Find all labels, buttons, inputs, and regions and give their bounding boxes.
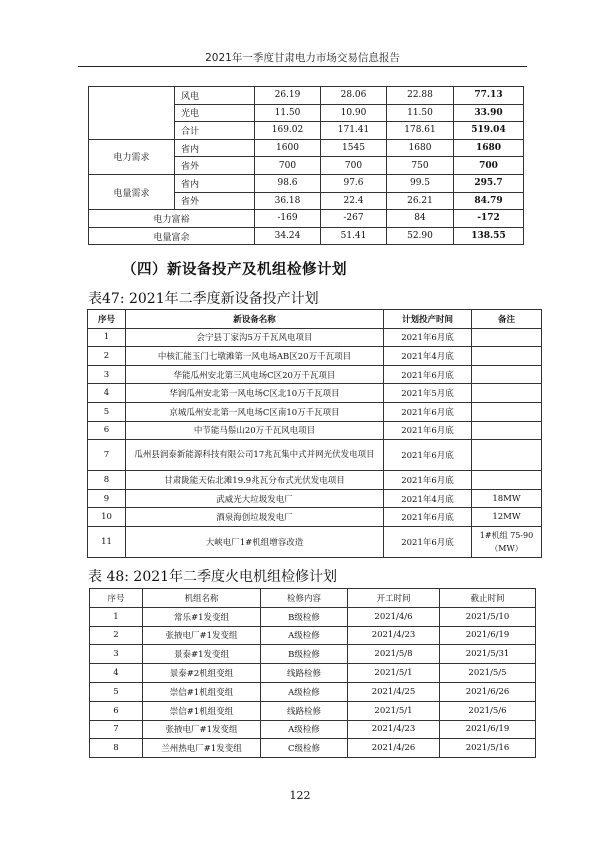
table-row	[90, 664, 536, 683]
table-cell: 2021/6/19	[440, 720, 536, 739]
table-cell: 51.41	[321, 227, 387, 245]
table-cell: 84.79	[454, 192, 524, 210]
table-cell	[472, 471, 542, 490]
table-cell: 700	[255, 157, 321, 175]
table-row	[90, 720, 536, 739]
table-cell: 1545	[321, 139, 387, 157]
table-cell: 6	[88, 421, 126, 440]
table-row	[88, 328, 542, 347]
table-row	[88, 384, 542, 403]
table-cell: 合计	[175, 122, 255, 140]
table-cell: 2021年6月底	[384, 402, 472, 421]
table-cell: 2021年4月底	[384, 347, 472, 366]
table-cell: 2021/5/8	[348, 645, 440, 664]
table-cell: 519.04	[454, 122, 524, 140]
table-cell: 52.90	[387, 227, 454, 245]
table-cell: 169.02	[255, 122, 321, 140]
table-row	[88, 440, 542, 471]
table-cell: 2021/5/10	[440, 607, 536, 626]
table-cell: 2021/5/16	[440, 739, 536, 758]
table-cell	[89, 87, 175, 140]
table-cell: 77.13	[454, 87, 524, 105]
table-cell: 2021/4/25	[348, 682, 440, 701]
table-cell: 34.24	[255, 227, 321, 245]
table-cell: 1680	[387, 139, 454, 157]
column-header: 开工时间	[348, 589, 440, 608]
table-cell: 84	[387, 210, 454, 228]
table-row	[90, 701, 536, 720]
page-header: 2021年一季度甘肃电力市场交易信息报告	[205, 52, 400, 64]
table-cell: 8	[88, 471, 126, 490]
table-cell: 2021年5月底	[384, 384, 472, 403]
table-row	[88, 347, 542, 366]
table-cell: 大峡电厂1#机组增容改造	[126, 526, 384, 557]
table-cell: 省内	[175, 139, 255, 157]
column-header: 序号	[88, 310, 126, 329]
table-cell: 2021/5/1	[348, 701, 440, 720]
table-cell: 7	[90, 720, 143, 739]
table-cell: 171.41	[321, 122, 387, 140]
table-cell: 风电	[175, 87, 255, 105]
table-cell: 98.6	[255, 174, 321, 192]
table-cell: 景泰#1发变组	[143, 645, 261, 664]
table-row	[88, 421, 542, 440]
column-header: 备注	[472, 310, 542, 329]
table-cell: 2021年6月底	[384, 440, 472, 471]
table-cell: B级检修	[261, 645, 348, 664]
table-cell: 会宁县丁家沟5万千瓦风电项目	[126, 328, 384, 347]
table-row	[89, 174, 524, 192]
table-cell: C级检修	[261, 739, 348, 758]
table-cell: 700	[321, 157, 387, 175]
table-cell: 11	[88, 526, 126, 557]
table-cell: 2021年6月底	[384, 328, 472, 347]
table-cell: 2021年6月底	[384, 526, 472, 557]
table-cell: 2	[90, 626, 143, 645]
table-cell: 张掖电厂#1发变组	[143, 720, 261, 739]
maintenance-table	[89, 588, 536, 758]
table-cell: 2021/6/26	[440, 682, 536, 701]
table-cell: 常乐#1发变组	[143, 607, 261, 626]
table-cell: 中节能马鬃山20万千瓦风电项目	[126, 421, 384, 440]
table-caption: 表 48: 2021年二季度火电机组检修计划	[88, 569, 338, 585]
table-cell: 6	[90, 701, 143, 720]
table-cell: 26.21	[387, 192, 454, 210]
table-cell: 4	[88, 384, 126, 403]
table-row	[90, 739, 536, 758]
page-number: 122	[289, 789, 311, 802]
table-row	[90, 645, 536, 664]
table-cell	[472, 347, 542, 366]
table-cell: 8	[90, 739, 143, 758]
table-cell: 电力需求	[89, 139, 175, 174]
column-header: 计划投产时间	[384, 310, 472, 329]
table-cell: 7	[88, 440, 126, 471]
table-cell: -267	[321, 210, 387, 228]
table-cell: 1	[90, 607, 143, 626]
table-cell: 武威光大垃圾发电厂	[126, 489, 384, 508]
table-cell: 12MW	[472, 508, 542, 527]
table-cell: 省内	[175, 174, 255, 192]
table-row	[88, 365, 542, 384]
table-row	[90, 607, 536, 626]
table-caption: 表47: 2021年二季度新设备投产计划	[88, 291, 319, 307]
table-cell: 138.55	[454, 227, 524, 245]
table-row	[88, 508, 542, 527]
table-row	[89, 87, 524, 105]
table-row	[90, 682, 536, 701]
table-header-row	[88, 310, 542, 329]
table-row	[89, 227, 524, 245]
table-cell: 华能瓜州安北第三风电场C区20万千瓦项目	[126, 365, 384, 384]
table-cell: 张掖电厂#1发变组	[143, 626, 261, 645]
table-cell: 省外	[175, 192, 255, 210]
table-cell: 电力富裕	[89, 210, 255, 228]
table-row	[88, 489, 542, 508]
table-cell: 3	[90, 645, 143, 664]
table-cell: 2021/5/5	[440, 664, 536, 683]
table-cell: 10	[88, 508, 126, 527]
supply-demand-table	[88, 86, 524, 245]
table-cell	[472, 365, 542, 384]
column-header: 机组名称	[143, 589, 261, 608]
table-cell: 2021/6/19	[440, 626, 536, 645]
table-cell: 甘肃陇能天佑北滩19.9兆瓦分布式光伏发电项目	[126, 471, 384, 490]
table-cell: 5	[90, 682, 143, 701]
table-cell: 2021/5/1	[348, 664, 440, 683]
table-cell: 36.18	[255, 192, 321, 210]
section-title: （四）新设备投产及机组检修计划	[122, 262, 347, 278]
table-cell: 178.61	[387, 122, 454, 140]
table-cell: 1600	[255, 139, 321, 157]
table-cell: 2021年4月底	[384, 489, 472, 508]
table-cell: 2021/5/31	[440, 645, 536, 664]
table-cell: 1680	[454, 139, 524, 157]
table-cell: 2021/4/26	[348, 739, 440, 758]
table-cell: 2021年6月底	[384, 508, 472, 527]
column-header: 序号	[90, 589, 143, 608]
table-row	[89, 210, 524, 228]
table-cell: 电量富余	[89, 227, 255, 245]
table-cell	[472, 421, 542, 440]
table-cell: 26.19	[255, 87, 321, 105]
table-cell: -169	[255, 210, 321, 228]
table-cell: 22.88	[387, 87, 454, 105]
table-cell: 2021/5/6	[440, 701, 536, 720]
table-cell: 京城瓜州安北第一风电场C区南10万千瓦项目	[126, 402, 384, 421]
table-cell: 10.90	[321, 104, 387, 122]
table-cell	[472, 328, 542, 347]
table-cell: 景泰#2机组变组	[143, 664, 261, 683]
table-cell: 瓜州县润泰新能源科技有限公司17兆瓦集中式并网光伏发电项目	[126, 440, 384, 471]
table-cell: 700	[454, 157, 524, 175]
column-header: 新设备名称	[126, 310, 384, 329]
table-cell: 97.6	[321, 174, 387, 192]
table-cell: A级检修	[261, 682, 348, 701]
table-cell: 电量需求	[89, 174, 175, 209]
table-row	[89, 139, 524, 157]
new-equipment-table	[87, 309, 542, 558]
table-cell: 22.4	[321, 192, 387, 210]
table-cell: 2021/4/23	[348, 720, 440, 739]
table-cell: 11.50	[255, 104, 321, 122]
table-cell	[472, 384, 542, 403]
table-cell: 2021年6月底	[384, 421, 472, 440]
table-cell: 99.5	[387, 174, 454, 192]
table-cell: 崇信#1机组变组	[143, 701, 261, 720]
table-cell	[472, 440, 542, 471]
table-cell: 线路检修	[261, 664, 348, 683]
table-cell: 中核汇能玉门七墩滩第一风电场AB区20万千瓦项目	[126, 347, 384, 366]
column-header: 截止时间	[440, 589, 536, 608]
table-cell: A级检修	[261, 720, 348, 739]
table-cell: 2	[88, 347, 126, 366]
table-cell: 295.7	[454, 174, 524, 192]
table-cell: 4	[90, 664, 143, 683]
table-cell: 2021/4/6	[348, 607, 440, 626]
table-cell: 线路检修	[261, 701, 348, 720]
table-cell: 28.06	[321, 87, 387, 105]
table-cell: 2021年6月底	[384, 365, 472, 384]
table-cell: 9	[88, 489, 126, 508]
table-cell: 3	[88, 365, 126, 384]
table-cell: 33.90	[454, 104, 524, 122]
table-row	[88, 471, 542, 490]
table-cell: 华润瓜州安北第一风电场C区北10万千瓦项目	[126, 384, 384, 403]
table-cell: 5	[88, 402, 126, 421]
table-cell: 酒泉海创垃圾发电厂	[126, 508, 384, 527]
table-row	[88, 526, 542, 557]
table-cell: 18MW	[472, 489, 542, 508]
table-cell: A级检修	[261, 626, 348, 645]
table-row	[88, 402, 542, 421]
table-cell: 崇信#1机组变组	[143, 682, 261, 701]
table-cell: 11.50	[387, 104, 454, 122]
table-cell: B级检修	[261, 607, 348, 626]
table-row	[90, 626, 536, 645]
table-cell	[472, 402, 542, 421]
table-cell: 1	[88, 328, 126, 347]
table-cell: 2021/4/23	[348, 626, 440, 645]
table-cell: 省外	[175, 157, 255, 175]
table-cell: 750	[387, 157, 454, 175]
table-cell: 1#机组 75-90（MW）	[472, 526, 542, 557]
table-cell: -172	[454, 210, 524, 228]
table-cell: 兰州热电厂#1发变组	[143, 739, 261, 758]
header-rule	[78, 66, 527, 67]
table-cell: 光电	[175, 104, 255, 122]
table-cell: 2021年6月底	[384, 471, 472, 490]
column-header: 检修内容	[261, 589, 348, 608]
table-header-row	[90, 589, 536, 608]
